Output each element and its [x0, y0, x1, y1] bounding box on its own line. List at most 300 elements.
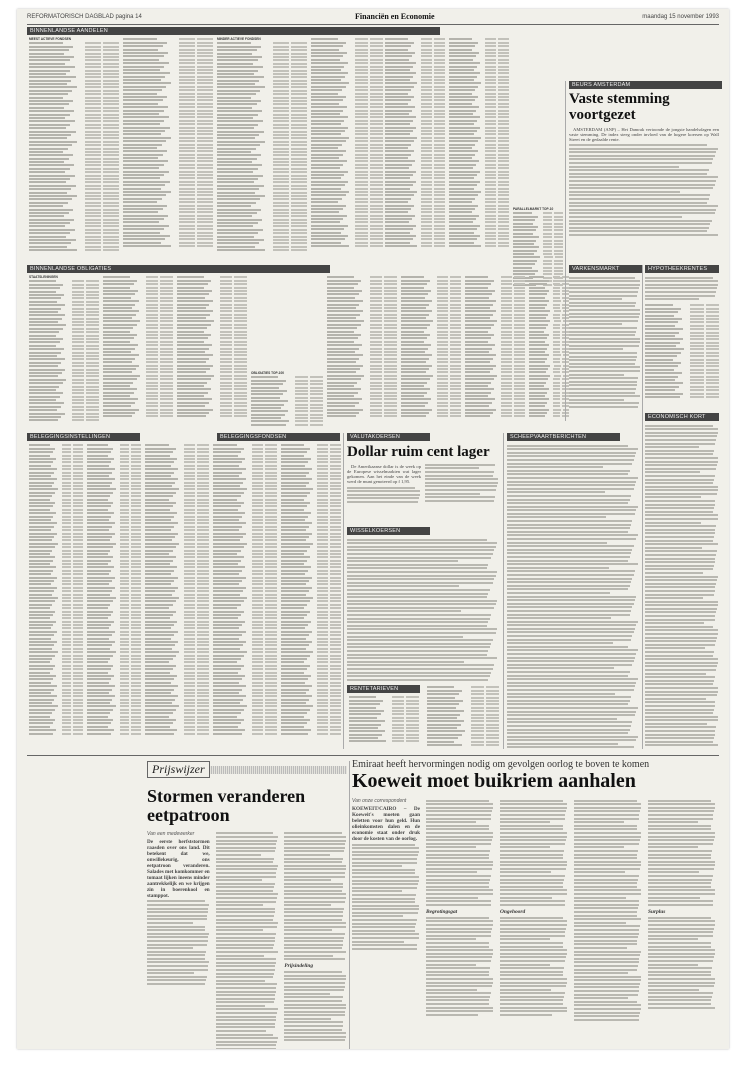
table-row	[449, 72, 509, 74]
table-cell	[73, 505, 83, 507]
table-cell	[56, 590, 59, 592]
table-cell	[385, 198, 411, 200]
table-cell	[474, 211, 483, 213]
table-cell	[370, 368, 383, 370]
table-cell	[62, 665, 72, 667]
table-cell	[131, 621, 141, 623]
table-cell	[136, 392, 144, 394]
table-cell	[85, 120, 101, 122]
table-cell	[103, 327, 133, 329]
table-cell	[73, 597, 83, 599]
table-cell	[385, 62, 416, 64]
table-row	[177, 405, 247, 407]
table-row	[449, 120, 509, 122]
table-row	[177, 354, 247, 356]
table-cell	[177, 402, 209, 404]
table-cell	[73, 611, 83, 613]
table-cell	[370, 147, 383, 149]
table-cell	[514, 293, 525, 295]
table-cell	[85, 212, 101, 214]
table-cell	[412, 69, 420, 71]
table-cell	[431, 358, 436, 360]
table-cell	[197, 171, 213, 173]
table-cell	[645, 311, 678, 313]
table-cell	[73, 502, 83, 504]
table-cell	[120, 492, 130, 494]
header-paper-name: REFORMATORISCH DAGBLAD pagina 14	[27, 14, 142, 20]
table-row	[513, 263, 563, 265]
table-cell	[501, 385, 512, 387]
table-row	[449, 82, 509, 84]
table-cell	[273, 49, 289, 51]
table-cell	[690, 355, 703, 357]
table-cell	[283, 417, 293, 419]
table-row	[217, 117, 307, 119]
table-row	[311, 211, 383, 213]
table-cell	[327, 276, 354, 278]
table-cell	[112, 495, 117, 497]
table-cell	[208, 307, 218, 309]
table-cell	[211, 293, 218, 295]
table-cell	[327, 337, 358, 339]
table-cell	[179, 79, 195, 81]
table-cell	[295, 376, 308, 378]
table-cell	[370, 157, 383, 159]
table-row	[177, 280, 247, 282]
table-cell	[73, 485, 83, 487]
table-cell	[384, 341, 397, 343]
table-cell	[346, 174, 353, 176]
table-cell	[355, 191, 368, 193]
table-row	[177, 317, 247, 319]
table-cell	[179, 211, 195, 213]
table-cell	[72, 232, 82, 234]
table-row	[465, 297, 525, 299]
table-cell	[87, 566, 114, 568]
table-cell	[131, 641, 141, 643]
table-cell	[262, 90, 270, 92]
table-cell	[485, 201, 496, 203]
table-cell	[535, 233, 541, 235]
table-cell	[264, 164, 271, 166]
table-cell	[103, 209, 119, 211]
table-cell	[65, 42, 82, 44]
table-cell	[291, 76, 307, 78]
table-row	[513, 267, 563, 269]
table-cell	[434, 116, 445, 118]
table-cell	[220, 341, 233, 343]
table-row	[465, 314, 525, 316]
table-cell	[310, 397, 323, 399]
table-cell	[343, 177, 354, 179]
table-cell	[485, 116, 496, 118]
table-cell	[485, 62, 496, 64]
table-cell	[179, 225, 195, 227]
table-cell	[103, 365, 139, 367]
table-cell	[78, 131, 83, 133]
table-cell	[491, 351, 499, 353]
table-row	[29, 419, 99, 421]
table-cell	[290, 400, 293, 402]
table-cell	[73, 614, 83, 616]
table-cell	[370, 388, 383, 390]
table-cell	[355, 140, 368, 142]
table-cell	[73, 607, 83, 609]
table-cell	[254, 161, 271, 163]
table-row	[385, 72, 445, 74]
table-row	[123, 45, 213, 47]
table-cell	[160, 317, 173, 319]
table-row	[29, 560, 83, 562]
table-cell	[437, 334, 448, 336]
table-cell	[501, 327, 512, 329]
table-cell	[342, 59, 353, 61]
table-cell	[87, 607, 108, 609]
table-cell	[146, 327, 159, 329]
table-cell	[113, 505, 118, 507]
table-row	[29, 49, 119, 51]
table-cell	[197, 137, 213, 139]
table-cell	[370, 290, 383, 292]
table-cell	[217, 86, 265, 88]
table-cell	[310, 417, 323, 419]
table-cell	[273, 127, 289, 129]
table-cell	[85, 66, 101, 68]
table-row	[103, 368, 173, 370]
table-cell	[120, 482, 130, 484]
table-cell	[554, 243, 563, 245]
table-row	[177, 351, 247, 353]
table-cell	[547, 361, 550, 363]
table-row	[449, 184, 509, 186]
table-cell	[401, 276, 424, 278]
table-row	[217, 209, 307, 211]
table-cell	[418, 72, 419, 74]
table-cell	[498, 137, 509, 139]
table-row	[29, 465, 83, 467]
table-cell	[217, 161, 252, 163]
table-cell	[220, 327, 233, 329]
table-cell	[29, 301, 57, 303]
table-cell	[77, 66, 83, 68]
table-cell	[111, 627, 118, 629]
table-row	[123, 201, 213, 203]
table-cell	[492, 317, 499, 319]
table-row	[103, 283, 173, 285]
table-cell	[87, 485, 110, 487]
table-cell	[421, 93, 432, 95]
table-cell	[434, 177, 445, 179]
table-row	[513, 250, 563, 252]
table-cell	[370, 194, 383, 196]
table-cell	[553, 402, 560, 404]
table-row	[385, 177, 445, 179]
text-line	[645, 640, 716, 642]
table-row	[103, 354, 173, 356]
table-cell	[72, 297, 85, 299]
table-cell	[291, 205, 307, 207]
table-cell	[73, 539, 83, 541]
table-cell	[69, 83, 83, 85]
table-cell	[449, 232, 474, 234]
table-row	[401, 317, 461, 319]
table-row	[465, 324, 525, 326]
table-cell	[385, 52, 415, 54]
table-cell	[146, 409, 159, 411]
table-cell	[103, 86, 119, 88]
table-cell	[123, 137, 171, 139]
table-cell	[217, 103, 257, 105]
table-row	[217, 154, 307, 156]
table-cell	[29, 413, 65, 415]
table-cell	[52, 499, 60, 501]
table-cell	[253, 42, 270, 44]
table-cell	[554, 260, 563, 262]
table-cell	[234, 300, 247, 302]
table-cell	[120, 499, 130, 501]
table-cell	[160, 327, 173, 329]
table-cell	[29, 198, 72, 200]
table-cell	[498, 49, 509, 51]
table-cell	[437, 317, 448, 319]
table-row	[449, 52, 509, 54]
table-cell	[370, 198, 383, 200]
table-row	[29, 392, 99, 394]
table-cell	[62, 482, 72, 484]
table-cell	[79, 86, 83, 88]
table-cell	[103, 205, 119, 207]
table-cell	[177, 324, 211, 326]
table-cell	[160, 293, 173, 295]
table-cell	[421, 242, 432, 244]
table-cell	[112, 594, 118, 596]
table-cell	[177, 304, 209, 306]
table-cell	[450, 365, 461, 367]
table-cell	[401, 392, 427, 394]
table-cell	[146, 358, 159, 360]
table-cell	[29, 502, 55, 504]
table-cell	[543, 270, 552, 272]
text-line	[645, 482, 713, 484]
table-cell	[72, 331, 85, 333]
table-cell	[385, 127, 416, 129]
table-cell	[529, 365, 550, 367]
table-cell	[349, 160, 353, 162]
table-cell	[291, 225, 307, 227]
table-row	[327, 337, 397, 339]
table-cell	[554, 250, 563, 252]
table-cell	[273, 124, 289, 126]
table-row	[29, 668, 83, 670]
table-cell	[217, 141, 265, 143]
table-cell	[264, 219, 271, 221]
table-cell	[273, 103, 289, 105]
table-cell	[432, 378, 436, 380]
table-cell	[220, 405, 233, 407]
table-cell	[449, 62, 480, 64]
table-cell	[430, 402, 435, 404]
table-cell	[501, 398, 512, 400]
table-cell	[437, 354, 448, 356]
table-cell	[310, 393, 323, 395]
table-cell	[211, 348, 218, 350]
text-line	[569, 341, 640, 343]
table-cell	[411, 59, 419, 61]
table-cell	[485, 181, 496, 183]
text-line	[569, 187, 713, 189]
table-row	[449, 174, 509, 176]
table-row	[513, 223, 563, 225]
table-row	[29, 185, 119, 187]
table-cell	[62, 287, 70, 289]
table-cell	[87, 465, 109, 467]
table-cell	[29, 375, 58, 377]
table-cell	[85, 175, 101, 177]
text-line	[645, 525, 716, 527]
table-cell	[384, 327, 397, 329]
table-row	[401, 371, 461, 373]
table-row	[103, 382, 173, 384]
table-cell	[103, 59, 119, 61]
table-cell	[103, 310, 139, 312]
table-cell	[418, 171, 420, 173]
table-cell	[103, 415, 132, 417]
table-cell	[437, 287, 448, 289]
table-cell	[87, 563, 108, 565]
table-cell	[421, 99, 432, 101]
table-cell	[78, 239, 83, 241]
table-cell	[349, 52, 353, 54]
table-cell	[131, 533, 141, 535]
table-row	[217, 225, 307, 227]
table-row	[449, 116, 509, 118]
table-cell	[355, 103, 368, 105]
table-cell	[86, 355, 99, 357]
table-cell	[554, 320, 561, 322]
table-row	[529, 283, 569, 285]
table-row	[401, 327, 461, 329]
table-cell	[434, 211, 445, 213]
text-line	[645, 611, 716, 613]
table-obligaties-top	[251, 275, 323, 427]
table-cell	[311, 110, 343, 112]
table-row	[29, 416, 99, 418]
table-row	[217, 236, 307, 238]
table-cell	[490, 276, 500, 278]
table-cell	[120, 516, 130, 518]
table-row	[311, 171, 383, 173]
table-cell	[554, 375, 561, 377]
table-cell	[131, 614, 141, 616]
table-row	[513, 253, 563, 255]
table-cell	[365, 300, 368, 302]
table-row	[513, 256, 563, 258]
text-line	[645, 604, 718, 606]
table-cell	[56, 644, 59, 646]
table-row	[103, 365, 173, 367]
table-cell	[179, 194, 195, 196]
table-cell	[87, 570, 111, 572]
table-cell	[385, 225, 416, 227]
table-cell	[160, 307, 173, 309]
table-cell	[69, 137, 83, 139]
table-cell	[476, 232, 484, 234]
table-cell	[685, 393, 688, 395]
table-row	[177, 334, 247, 336]
table-cell	[208, 415, 218, 417]
table-cell	[120, 573, 130, 575]
table-row	[87, 543, 141, 545]
table-row	[123, 127, 213, 129]
table-cell	[87, 627, 109, 629]
table-row	[529, 320, 569, 322]
table-cell	[410, 49, 419, 51]
table-cell	[73, 546, 83, 548]
table-cell	[273, 161, 289, 163]
text-line	[645, 280, 718, 282]
table-cell	[385, 55, 412, 57]
table-row	[123, 171, 213, 173]
table-cell	[429, 392, 435, 394]
table-cell	[54, 495, 59, 497]
table-cell	[177, 415, 206, 417]
table-cell	[514, 378, 525, 380]
table-row	[327, 375, 397, 377]
table-cell	[645, 315, 674, 317]
table-cell	[62, 692, 72, 694]
table-row	[465, 354, 525, 356]
table-cell	[120, 648, 130, 650]
table-cell	[366, 375, 368, 377]
table-cell	[427, 351, 435, 353]
table-row	[123, 133, 213, 135]
table-row	[385, 235, 445, 237]
table-cell	[197, 130, 213, 132]
table-cell	[485, 69, 496, 71]
table-cell	[120, 488, 130, 490]
table-cell	[67, 314, 69, 316]
section-economisch-kort: ECONOMISCH KORT	[645, 413, 719, 421]
table-cell	[370, 82, 383, 84]
text-line	[569, 295, 637, 297]
table-cell	[85, 236, 101, 238]
table-cell	[311, 154, 343, 156]
table-row	[87, 499, 141, 501]
table-row	[29, 42, 119, 44]
table-cell	[179, 218, 195, 220]
table-cell	[364, 290, 368, 292]
table-cell	[29, 178, 70, 180]
table-row	[465, 337, 525, 339]
table-row	[87, 505, 141, 507]
table-cell	[690, 359, 703, 361]
table-row	[529, 371, 569, 373]
table-row	[29, 127, 119, 129]
table-cell	[62, 685, 72, 687]
table-cell	[465, 307, 490, 309]
table-cell	[160, 320, 173, 322]
table-cell	[553, 276, 560, 278]
table-cell	[370, 89, 383, 91]
table-cell	[220, 368, 233, 370]
table-cell	[29, 192, 67, 194]
table-row	[529, 310, 569, 312]
table-row	[123, 174, 213, 176]
table-cell	[197, 89, 213, 91]
table-cell	[197, 49, 213, 51]
table-cell	[327, 371, 356, 373]
table-cell	[437, 392, 448, 394]
